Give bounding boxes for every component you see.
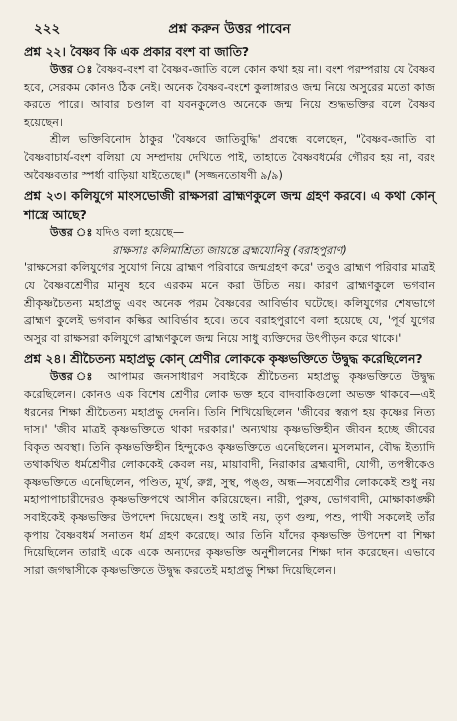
answer-label: উত্তর ঃ — [50, 63, 93, 76]
answer-23-extra: 'রাক্ষসেরা কলিযুগের সুযোগ নিয়ে ব্রাহ্মণ পরিবারে জন্মগ্রহণ করে' তবুও ব্রাহ্মণ পরিবার মাত্রই যে বৈষ্ণবশ্রেণীর মানুষ হবে এরকম মনে করা উচিত নয়। কারণ ব্রাহ্মণকুলে ভগবান শ্রীকৃষ্ণচৈতন্য মহাপ্রভু এবং অনেক পরম বৈষ্ণবের আবির্ভাব ঘটেছে। কলিযুগের শেষভাগে ব্রাহ্মণ কুলেই ভগবান কল্কির আবির্ভাব হবে। তবে বরাহপুরাণে বলা হয়েছে যে, 'পূর্ব যুগের অসুর বা রাক্ষসরা কলিযুগে ব্রাহ্মণকুলে জন্ম নিয়ে সাধু ব্যক্তিদের উৎপীড়ন করে থাকে।' — [24, 261, 435, 345]
scripture-quote: রাক্ষসাঃ কলিমাশ্রিত্য জায়ন্তে ব্রহ্মযোনিষু (বরাহপুরাণ) — [112, 243, 347, 257]
question-24: প্রশ্ন ২৪। শ্রীচৈতন্য মহাপ্রভু কোন্ শ্রেণীর লোককে কৃষ্ণভক্তিতে উদ্বুদ্ধ করেছিলেন? — [24, 351, 423, 367]
page-number: ২২২ — [34, 21, 61, 37]
answer-22-extra: শ্রীল ভক্তিবিনোদ ঠাকুর 'বৈষ্ণবে জাতিবুদ্ধি' প্রবন্ধে বলেছেন, "বৈষ্ণব-জাতি বা বৈষ্ণবাচার্য-বংশ বলিয়া যে সম্প্রদায় দেখিতে পাই, তাহাতে বৈষ্ণবধর্মের গৌরব হয় না, বরং অবৈষ্ণবতার স্পর্ধা বাড়িয়া যাইতেছে।" (সজ্জনতোষণী ৯/৯) — [24, 133, 435, 182]
running-title: প্রশ্ন করুন উত্তর পাবেন — [168, 21, 291, 37]
answer-text: আপামর জনসাধারণ সবাইকে শ্রীচৈতন্য মহাপ্রভু কৃষ্ণভক্তিতে উদ্বুদ্ধ করেছিলেন। কোনও এক বিশেষ শ্রেণীর লোক ভক্ত হবে বাদবাকিগুলো অভক্ত থাকবে—এই ধরনের শিক্ষা শ্রীচৈতন্য মহাপ্রভু দেননি। তিনি শিখিয়েছিলেন 'জীবের স্বরূপ হয় কৃষ্ণের নিত্য দাস।' 'জীব মাত্রই কৃষ্ণভক্তিতে থাকা দরকার।' অন্যথায় কৃষ্ণভক্তিহীন জীবন হচ্ছে জীবের বিকৃত অবস্থা। তিনি কৃষ্ণভক্তিহীন হিন্দুকেও কৃষ্ণভক্তিতে এনেছিলেন। মুসলমান, বৌদ্ধ ইত্যাদি তথাকথিত ধর্মশ্রেণীর লোককেই কেবল নয়, মায়াবাদী, নিরাকার ব্রহ্মবাদী, যোগী, তপস্বীকেও কৃষ্ণভক্তিতে এনেছিলেন, পণ্ডিত, মূর্খ, রুগ্ন, সুস্থ, পঙ্গু, অন্ধ—সবশ্রেণীর লোককেই শুধু নয় মহাপাপাচারীদেরও কৃষ্ণভক্তিপথে আসীন করিয়েছেন। নারী, পুরুষ, ভোগবাদী, মোক্ষাকাঙ্ক্ষী সবাইকেই কৃষ্ণভক্তির উপদেশ দিয়েছেন। শুধু তাই নয়, তৃণ গুল্ম, পশু, পাখী সকলেই তাঁর কৃপায় বৈষ্ণবধর্ম সনাতন ধর্ম গ্রহণ করেছে। আর তিনি যাঁদের কৃষ্ণভক্তি উপদেশ বা শিক্ষা দিয়েছিলেন তারাই একে একে অন্যদের কৃষ্ণভক্তি অনুশীলনের শিক্ষা দান করেছেন। এভাবে সারা জগদ্বাসীকে কৃষ্ণভক্তিতে উদ্বুদ্ধ করতেই মহাপ্রভু শিক্ষা দিয়েছিলেন। — [24, 370, 435, 577]
answer-text: যদিও বলা হয়েছে— — [95, 226, 185, 240]
answer-label: উত্তর ঃ — [50, 370, 99, 384]
question-23: প্রশ্ন ২৩। কলিযুগে মাংসভোজী রাক্ষসরা ব্রাহ্মণকুলে জন্ম গ্রহণ করবে। এ কথা কোন্ শাস্ত্রে আছে? — [24, 188, 435, 223]
answer-text: বৈষ্ণব-বংশ বা বৈষ্ণব-জাতি বলে কোন কথা হয় না। বংশ পরম্পরায় যে বৈষ্ণব হবে, সেরকম কোনও ঠিক নেই। অনেক বৈষ্ণব-বংশে কুলাঙ্গারও জন্ম নিয়ে অসুরের মতো কাজ করতে পারে। আবার চণ্ডাল বা যবনকুলেও অনেকে জন্ম নিয়ে শুদ্ধভক্তির বলে বৈষ্ণব হয়েছেন। — [24, 63, 435, 129]
page-body — [24, 42, 435, 579]
answer-23 — [24, 224, 435, 242]
page-header — [24, 18, 435, 40]
answer-22 — [24, 61, 435, 131]
answer-label: উত্তর ঃ — [50, 226, 93, 240]
answer-24 — [24, 368, 435, 579]
question-22: প্রশ্ন ২২। বৈষ্ণব কি এক প্রকার বংশ বা জাতি? — [24, 44, 250, 59]
